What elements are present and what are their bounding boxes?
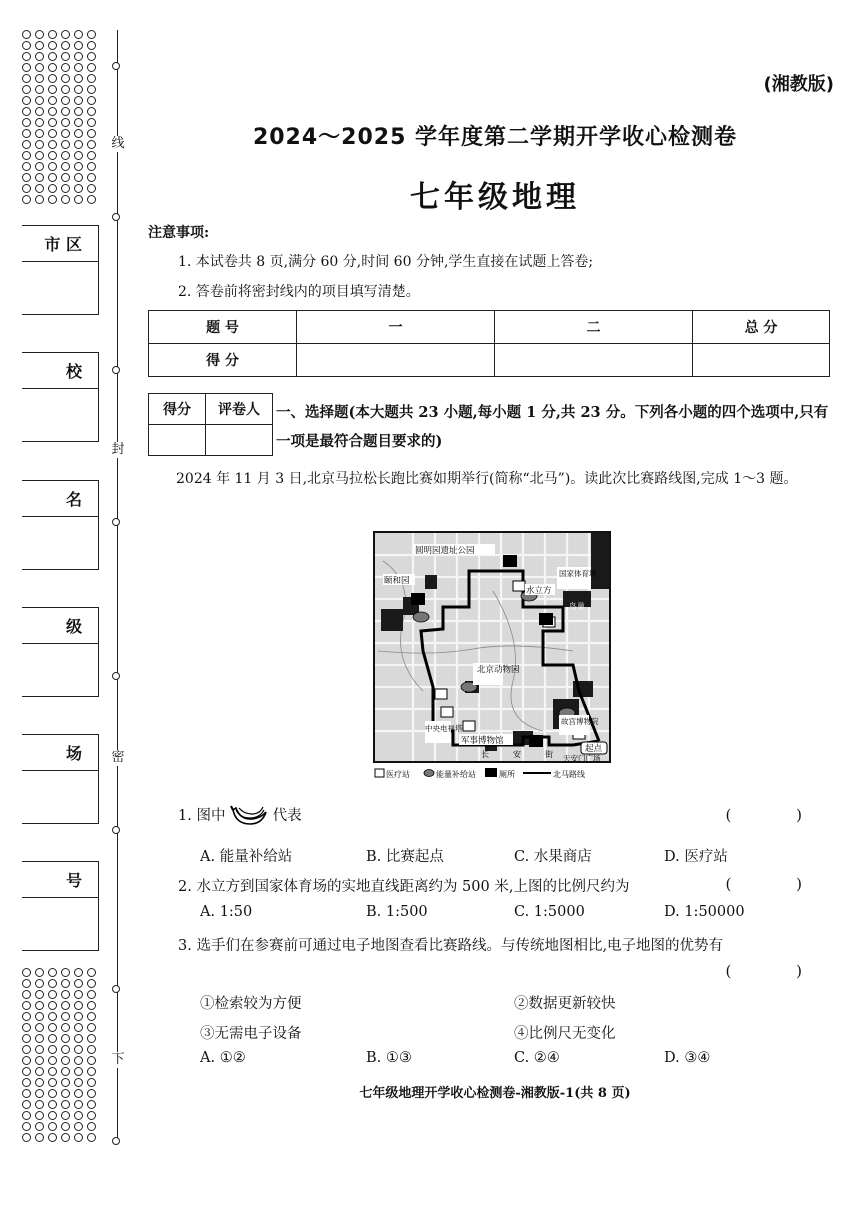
decorative-circle [74,96,83,105]
exam-title: 2024～2025 学年度第二学期开学收心检测卷 [252,125,738,150]
decorative-circle [48,1111,57,1120]
question-1-stem-prefix: 1. 图中 [178,808,226,824]
decorative-circle [87,96,96,105]
decorative-circle [87,1111,96,1120]
decorative-circle [48,129,57,138]
decorative-circle [35,1067,44,1076]
decorative-circle [22,74,31,83]
question-2: 2. 水立方到国家体育场的实地直线距离约为 500 米,上图的比例尺约为 [178,879,630,895]
decorative-circle [61,118,70,127]
binding-dot [112,366,120,374]
q3-statement-4: ④比例尺无变化 [514,1026,616,1042]
decorative-circle [22,1089,31,1098]
decorative-circle [61,990,70,999]
decorative-circle [35,990,44,999]
decorative-circle [87,41,96,50]
decorative-circle [35,184,44,193]
decorative-circle [61,184,70,193]
decorative-circle [61,1133,70,1142]
decorative-circle [74,990,83,999]
decorative-circle [61,162,70,171]
decorative-circle [22,30,31,39]
section-heading: 一、选择题(本大题共 23 小题,每小题 1 分,共 23 分。下列各小题的四个选项中,只有一项是最符合题目要求的) [276,404,829,450]
decorative-circle [35,107,44,116]
binding-char-mi: 密 [111,750,125,765]
decorative-circle [48,173,57,182]
map-label-zoo: 北京动物园 [477,665,520,675]
decorative-circle [61,107,70,116]
decorative-circle [48,118,57,127]
decorative-circle [22,184,31,193]
binding-line [117,30,118,1140]
decorative-circle [48,107,57,116]
decorative-circle [74,85,83,94]
decorative-circle [48,1001,57,1010]
decorative-circle [48,1122,57,1131]
decorative-circle [48,1012,57,1021]
decorative-circle [74,1012,83,1021]
decorative-circle [74,195,83,204]
decorative-circle [87,30,96,39]
field-label: 市 区 [22,226,98,262]
decorative-circles-bottom [22,968,100,1144]
decorative-circle [61,1001,70,1010]
field-city-district[interactable] [22,225,99,315]
decorative-circle [22,1001,31,1010]
decorative-circle [22,173,31,182]
decorative-circle [61,129,70,138]
decorative-circle [74,1078,83,1087]
decorative-circle [61,1023,70,1032]
decorative-circle [74,1067,83,1076]
field-label: 级 [22,608,98,644]
decorative-circle [35,74,44,83]
decorative-circle [74,1133,83,1142]
decorative-circle [61,979,70,988]
decorative-circle [61,41,70,50]
decorative-circle [22,1034,31,1043]
decorative-circle [87,118,96,127]
decorative-circle [48,1056,57,1065]
decorative-circle [87,1078,96,1087]
field-label: 场 [22,735,98,771]
decorative-circle [22,968,31,977]
map-label-tiananmen: 天安门广场 [563,754,601,763]
score-row-label: 得 分 [149,344,297,377]
map-label-yuanmingyuan: 圆明园遗址公园 [415,546,475,556]
subject-title: 七年级地理 [410,180,580,215]
decorative-circle [48,52,57,61]
decorative-circle [74,1111,83,1120]
decorative-circle [22,162,31,171]
decorative-circle [61,85,70,94]
decorative-circle [35,129,44,138]
score-header-cell: 一 [297,311,495,344]
decorative-circle [87,1045,96,1054]
field-exam-room[interactable] [22,734,99,824]
banana-icon [230,804,268,828]
decorative-circle [48,968,57,977]
decorative-circle [48,1078,57,1087]
map-label-street-1: 长 [481,750,489,759]
decorative-circle [61,1089,70,1098]
decorative-circle [74,151,83,160]
decorative-circle [74,140,83,149]
answer-paren-2[interactable]: ( ) [725,875,832,893]
decorative-circle [74,173,83,182]
decorative-circle [48,41,57,50]
score-header-cell: 题 号 [149,311,297,344]
decorative-circle [22,118,31,127]
decorative-circle [74,107,83,116]
decorative-circle [35,41,44,50]
map-label-street-2: 安 [513,750,521,759]
field-label: 校 [22,353,98,389]
q3-statement-3: ③无需电子设备 [200,1026,302,1042]
binding-dot [112,672,120,680]
notes-heading: 注意事项: [148,225,210,241]
decorative-circle [61,30,70,39]
decorative-circle [61,74,70,83]
decorative-circle [22,107,31,116]
decorative-circle [35,1034,44,1043]
binding-char-xia: 下 [111,1052,125,1067]
field-name[interactable] [22,480,99,570]
decorative-circle [22,195,31,204]
decorative-circle [61,1056,70,1065]
q2-option-b[interactable]: B. 1:500 [366,904,428,920]
q1-option-a[interactable]: A. 能量补给站 [200,849,293,865]
decorative-circle [61,52,70,61]
q3-statement-1: ①检索较为方便 [200,996,302,1012]
decorative-circles-top [22,30,100,206]
q1-option-d[interactable]: D. 医疗站 [664,849,728,865]
decorative-circle [87,173,96,182]
decorative-circle [22,1067,31,1076]
decorative-circle [35,1078,44,1087]
decorative-circle [87,1001,96,1010]
decorative-circle [61,1111,70,1120]
decorative-circle [87,129,96,138]
decorative-circle [87,968,96,977]
field-number[interactable] [22,861,99,951]
decorative-circle [74,74,83,83]
decorative-circle [61,1078,70,1087]
decorative-circle [35,173,44,182]
decorative-circle [35,1012,44,1021]
decorative-circle [22,96,31,105]
decorative-circle [74,30,83,39]
decorative-circle [35,1089,44,1098]
legend-toilet: 厕所 [499,770,515,779]
decorative-circle [48,85,57,94]
decorative-circle [74,129,83,138]
decorative-circle [22,979,31,988]
decorative-circle [22,129,31,138]
decorative-circle [48,1133,57,1142]
decorative-circle [35,1100,44,1109]
decorative-circle [35,1045,44,1054]
score-table [148,310,830,377]
decorative-circle [87,1034,96,1043]
q1-option-c[interactable]: C. 水果商店 [514,849,592,865]
q2-option-d[interactable]: D. 1:50000 [664,904,745,920]
decorative-circle [87,184,96,193]
decorative-circle [35,118,44,127]
decorative-circle [22,990,31,999]
q1-option-b[interactable]: B. 比赛起点 [366,849,444,865]
decorative-circle [35,52,44,61]
field-class[interactable] [22,607,99,697]
decorative-circle [74,41,83,50]
decorative-circle [48,184,57,193]
decorative-circle [61,140,70,149]
decorative-circle [22,1056,31,1065]
decorative-circle [74,979,83,988]
q2-option-a[interactable]: A. 1:50 [200,904,253,920]
grader-score-cell[interactable] [149,425,206,456]
score-cell[interactable] [693,344,830,377]
decorative-circle [35,195,44,204]
map-label-niaochao: 鸟巢 [569,602,585,611]
decorative-circle [48,1089,57,1098]
decorative-circle [35,1001,44,1010]
decorative-circle [22,1133,31,1142]
decorative-circle [87,1056,96,1065]
decorative-circle [48,979,57,988]
field-label: 名 [22,481,98,517]
decorative-circle [87,1012,96,1021]
q3-statement-2: ②数据更新较快 [514,996,616,1012]
decorative-circle [48,140,57,149]
binding-dot [112,985,120,993]
decorative-circle [48,1067,57,1076]
map-label-palace: 故宫博物院 [561,717,599,726]
decorative-circle [35,1133,44,1142]
decorative-circle [61,1100,70,1109]
decorative-circle [87,162,96,171]
question-1-stem-suffix: 代表 [272,808,302,824]
decorative-circle [74,1023,83,1032]
decorative-circle [22,63,31,72]
decorative-circle [22,52,31,61]
decorative-circle [74,63,83,72]
decorative-circle [35,1122,44,1131]
map-label-shuilifang: 水立方 [526,586,552,596]
legend-route: 北马路线 [553,770,585,779]
decorative-circle [48,1045,57,1054]
decorative-circle [87,63,96,72]
decorative-circle [61,1045,70,1054]
decorative-circle [22,1012,31,1021]
binding-dot [112,1137,120,1145]
decorative-circle [87,1067,96,1076]
note-item: 2. 答卷前将密封线内的项目填写清楚。 [178,284,420,300]
decorative-circle [61,151,70,160]
decorative-circle [22,151,31,160]
decorative-circle [87,1100,96,1109]
decorative-circle [35,979,44,988]
intro-paragraph: 2024 年 11 月 3 日,北京马拉松长跑比赛如期举行(简称“北马”)。读此次比赛路线图,完成 1～3 题。 [176,471,798,487]
note-item: 1. 本试卷共 8 页,满分 60 分,时间 60 分钟,学生直接在试题上答卷; [178,254,594,270]
answer-paren-3[interactable]: ( ) [725,962,832,980]
decorative-circle [22,1122,31,1131]
question-3: 3. 选手们在参赛前可通过电子地图查看比赛路线。与传统地图相比,电子地图的优势有 [178,938,724,954]
decorative-circle [74,1122,83,1131]
decorative-circle [74,1001,83,1010]
binding-dot [112,826,120,834]
decorative-circle [35,151,44,160]
decorative-circle [61,1122,70,1131]
q3-option-a[interactable]: A. ①② [200,1050,246,1066]
decorative-circle [87,140,96,149]
decorative-circle [35,1056,44,1065]
question-1 [178,804,302,828]
decorative-circle [35,968,44,977]
decorative-circle [87,85,96,94]
decorative-circle [87,151,96,160]
decorative-circle [74,162,83,171]
binding-dot [112,62,120,70]
decorative-circle [35,162,44,171]
decorative-circle [35,30,44,39]
decorative-circle [61,195,70,204]
q3-option-d[interactable]: D. ③④ [664,1050,711,1066]
decorative-circle [87,1133,96,1142]
decorative-circle [74,1089,83,1098]
score-cell[interactable] [297,344,495,377]
decorative-circle [87,990,96,999]
legend-energy: 能量补给站 [436,770,476,779]
decorative-circle [22,1023,31,1032]
decorative-circle [22,41,31,50]
binding-char-xian: 线 [111,136,125,151]
decorative-circle [74,1100,83,1109]
decorative-circle [22,1078,31,1087]
decorative-circle [35,85,44,94]
decorative-circle [22,1100,31,1109]
decorative-circle [35,1023,44,1032]
binding-dot [112,518,120,526]
map-label-street-3: 街 [545,750,553,759]
map-label-start: 起点 [585,744,603,754]
q3-option-c[interactable]: C. ②④ [514,1050,560,1066]
decorative-circle [87,1089,96,1098]
decorative-circle [48,63,57,72]
decorative-circle [87,74,96,83]
decorative-circle [61,173,70,182]
grader-score-label: 得分 [149,394,206,425]
decorative-circle [48,195,57,204]
decorative-circle [61,1034,70,1043]
decorative-circle [35,1111,44,1120]
q2-option-c[interactable]: C. 1:5000 [514,904,585,920]
decorative-circle [22,140,31,149]
decorative-circle [35,63,44,72]
field-label: 号 [22,862,98,898]
grader-label: 评卷人 [206,394,273,425]
decorative-circle [87,52,96,61]
decorative-circle [61,63,70,72]
decorative-circle [61,1067,70,1076]
decorative-circle [48,1023,57,1032]
marathon-route-map [373,531,611,781]
decorative-circle [61,1012,70,1021]
page-footer: 七年级地理开学收心检测卷-湘教版-1(共 8 页) [359,1086,631,1101]
decorative-circle [48,96,57,105]
decorative-circle [74,52,83,61]
decorative-circle [74,1056,83,1065]
grader-name-cell[interactable] [206,425,273,456]
decorative-circle [74,968,83,977]
decorative-circle [87,107,96,116]
decorative-circle [74,1045,83,1054]
decorative-circle [48,1100,57,1109]
decorative-circle [35,140,44,149]
decorative-circle [87,1023,96,1032]
field-school[interactable] [22,352,99,442]
grader-table [148,393,273,456]
map-label-yiheyuan: 颐和园 [384,576,410,586]
decorative-circle [22,1045,31,1054]
score-header-cell: 二 [495,311,693,344]
decorative-circle [48,990,57,999]
decorative-circle [48,74,57,83]
binding-dot [112,213,120,221]
binding-char-feng: 封 [111,442,125,457]
decorative-circle [61,96,70,105]
decorative-circle [87,979,96,988]
q3-option-b[interactable]: B. ①③ [366,1050,412,1066]
decorative-circle [74,118,83,127]
decorative-circle [87,195,96,204]
map-label-tv-tower: 中央电视塔 [425,724,463,733]
decorative-circle [74,184,83,193]
decorative-circle [74,1034,83,1043]
map-label-military-museum: 军事博物馆 [461,736,504,746]
decorative-circle [22,1111,31,1120]
answer-paren-1[interactable]: ( ) [725,806,832,824]
legend-medical: 医疗站 [386,770,410,779]
score-cell[interactable] [495,344,693,377]
decorative-circle [22,85,31,94]
map-label-stadium: 国家体育场 [559,569,597,578]
decorative-circle [87,1122,96,1131]
score-header-cell: 总 分 [693,311,830,344]
edition-label: (湘教版) [763,74,834,95]
decorative-circle [35,96,44,105]
decorative-circle [61,968,70,977]
decorative-circle [48,151,57,160]
decorative-circle [48,162,57,171]
decorative-circle [48,30,57,39]
decorative-circle [48,1034,57,1043]
